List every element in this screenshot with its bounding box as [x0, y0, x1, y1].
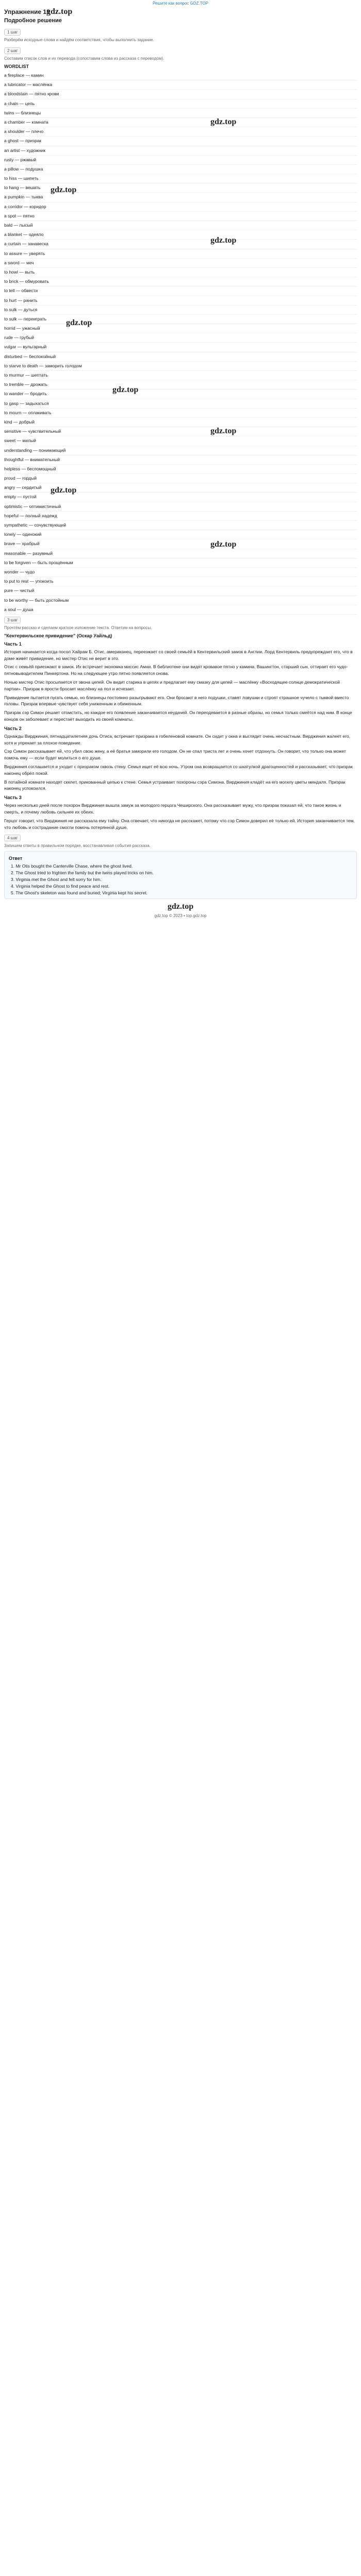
vocab-item: wonder — чудо: [4, 568, 357, 577]
vocab-item: understanding — понимающий: [4, 446, 357, 455]
step-badge: 2 шаг: [4, 47, 21, 54]
vocab-item: to be forgiven — быть прощённым: [4, 558, 357, 568]
watermark: gdz.top: [210, 117, 237, 126]
vocab-item: a shoulder — плечо: [4, 127, 357, 137]
vocab-item: to hurt — ранить: [4, 296, 357, 306]
vocab-heading: WORDLIST: [4, 64, 29, 69]
story-part-3: [4, 802, 357, 831]
story-paragraph: Однажды Вирджиния, пятнадцатилетняя дочь Отиса, встречает призрака в гобеленовой комнате. Он сидит у окна и выглядит очень несчастным. Вирджиния жалеет его, хотя и упрекает за плохое поведение.: [4, 733, 351, 745]
vocab-item: a curtain — занавеска: [4, 240, 357, 249]
step-note: Разберём исходные слова и найдём соответствия, чтобы выполнить задание.: [4, 38, 154, 42]
story-paragraph: Привидение пытается пугать семью, но близнецы постоянно разыгрывают его. Они бросают в него подушки, ставят ловушки и строят страшное чучело с тыквой вместо головы. Призрак впервые чувствует себя униженным и обиженным.: [4, 694, 349, 707]
story-paragraph: Через несколько дней после похорон Вирджиния вышла замуж за молодого герцога Чеширского. Она рассказывает мужу, что призрак показал ей, что такое жизнь и смерть, и почему любовь сильнее их обеих.: [4, 803, 341, 815]
answers-title: Ответ: [9, 856, 23, 861]
watermark: gdz.top: [112, 385, 139, 394]
vocab-item: rude — грубый: [4, 333, 357, 343]
step-badge: 4 шаг: [4, 835, 21, 841]
vocab-item: to be worthy — быть достойным: [4, 596, 357, 605]
vocab-item: a pumpkin — тыква: [4, 193, 357, 202]
vocab-item: rusty — ржавый: [4, 156, 357, 165]
story-part-1: [4, 649, 357, 723]
vocab-item: a fireplace — камин: [4, 71, 357, 80]
watermark: gdz.top: [210, 427, 237, 435]
vocab-item: a blanket — одеяло: [4, 230, 357, 240]
vocab-item: a bloodstain — пятно крови: [4, 90, 357, 99]
vocab-item: an artist — художник: [4, 146, 357, 156]
vocab-item: bald — лысый: [4, 221, 357, 230]
solution-title: Подробное решение: [4, 18, 62, 24]
vocab-item: to howl — выть: [4, 268, 357, 277]
vocab-list: [4, 71, 357, 615]
vocab-item: vulgar — вульгарный: [4, 343, 357, 352]
watermark: gdz.top: [210, 236, 237, 245]
vocab-item: to murmur — шептать: [4, 371, 357, 380]
part-label: Часть 1: [4, 641, 22, 647]
vocab-item: to starve to death — заморить голодом: [4, 362, 357, 371]
answer-item: 4. Virginia helped the Ghost to find peace and rest.: [11, 884, 110, 889]
vocab-item: twins — близнецы: [4, 109, 357, 118]
watermark: gdz.top: [210, 540, 237, 549]
step-note: Прочтём рассказ и сделаем краткое изложение текста. Ответим на вопросы.: [4, 625, 152, 630]
answers-box: [4, 851, 357, 899]
vocab-item: to tell — обвести: [4, 286, 357, 296]
vocab-item: lonely — одинокий: [4, 530, 357, 539]
vocab-item: horrid — ужасный: [4, 324, 357, 333]
watermark: gdz.top: [46, 7, 73, 16]
vocab-item: empty — пустой: [4, 493, 357, 502]
story-paragraph: Ночью мистер Отис просыпается от звона цепей. Он видит старика в цепях и предлагает ему смазку для цепей — маслёнку «Восходящее солнце демократической партии». Призрак в ярости бросает маслёнку на пол и исчезает.: [4, 680, 340, 691]
vocab-item: a lubricator — маслёнка: [4, 80, 357, 90]
vocab-item: to tremble — дрожать: [4, 380, 357, 389]
vocab-item: to wander — бродить: [4, 389, 357, 399]
vocab-item: to assure — уверять: [4, 249, 357, 259]
part-label: Часть 2: [4, 725, 22, 731]
vocab-item: a ghost — призрак: [4, 137, 357, 146]
vocab-item: a corridor — коридор: [4, 202, 357, 212]
top-link-bar: [4, 0, 357, 7]
step-note: Запишем ответы в правильном порядке, восстанавливая события рассказа.: [4, 843, 151, 849]
vocab-item: sweet — милый: [4, 436, 357, 446]
story-paragraph: Вирджиния соглашается и уходит с призраком сквозь стену. Семья ищет её всю ночь. Утром она возвращается со шкатулкой драгоценностей и рассказывает, что призрак наконец обрёл покой.: [4, 764, 353, 776]
vocab-item: to put to rest — упокоить: [4, 577, 357, 586]
vocab-item: a pillow — подушка: [4, 165, 357, 174]
vocab-item: to sulk — переиграть: [4, 315, 357, 324]
vocab-item: hopeful — полный надежд: [4, 512, 357, 521]
story-paragraph: В потайной комнате находят скелет, прикованный цепью к стене. Семья устраивает похороны сэра Симона. Вирджиния кладёт на его могилу цветы миндаля. Призрак наконец успокоился.: [4, 779, 346, 791]
vocab-item: to brick — обмуровать: [4, 277, 357, 286]
vocab-item: a spot — пятно: [4, 212, 357, 221]
vocab-item: a chain — цепь: [4, 99, 357, 109]
vocab-item: to hang — вешать: [4, 183, 357, 193]
vocab-item: optimistic — оптимистичный: [4, 502, 357, 512]
page: [0, 0, 361, 918]
vocab-item: a chamber — комната: [4, 118, 357, 127]
vocab-item: pure — чистый: [4, 586, 357, 596]
watermark: gdz.top: [51, 185, 77, 194]
story-part-2: [4, 733, 357, 792]
vocab-item: sensitive — чувствительный: [4, 427, 357, 436]
vocab-item: thoughtful — внимательный: [4, 455, 357, 465]
vocab-item: to sulk — дуться: [4, 306, 357, 315]
exercise-title: Упражнение 13: [4, 8, 50, 15]
watermark: gdz.top: [66, 318, 92, 327]
vocab-item: brave — храбрый: [4, 539, 357, 549]
story-paragraph: История начинается когда посол Хайрам Б. Отис, американец, переезжает со своей семьёй в Кентервильский замок в Англии. Лорд Кентервиль предупреждает его, что в доме живёт привидение, но мистер Отис не верит в это.: [4, 649, 353, 661]
vocab-item: to gasp — задыхаться: [4, 399, 357, 409]
step-badge: 3 шаг: [4, 617, 21, 623]
answer-item: 5. The Ghost's skeleton was found and buried; Virginia kept his secret.: [11, 890, 147, 896]
vocab-item: kind — добрый: [4, 418, 357, 427]
watermark: gdz.top: [51, 486, 77, 495]
story-paragraph: Сэр Симон рассказывает ей, что убил свою жену, а её братья заморили его голодом. Он не спал триста лет и очень хочет отдохнуть. Он говорит, что только она может помочь ему — если будет молиться о его душе.: [4, 749, 346, 761]
part-label: Часть 3: [4, 795, 22, 801]
vocab-item: to mourn — оплакивать: [4, 409, 357, 418]
vocab-item: a sword — меч: [4, 259, 357, 268]
vocab-item: disturbed — беспокойный: [4, 352, 357, 362]
vocab-item: reasonable — разумный: [4, 549, 357, 558]
vocab-item: a soul — душа: [4, 605, 357, 615]
footer: gdz.top © 2023 • top.gdz.top: [154, 913, 207, 919]
story-paragraph: Призрак сэр Симон решает отомстить, но каждое его появление заканчивается неудачей. Он переодевается в разные образы, но семья только смеётся над ним. В конце концов он заболевает и перестаёт выходить из своей комнаты.: [4, 710, 352, 722]
vocab-item: helpless — беспомощный: [4, 465, 357, 474]
step-note: Составим список слов и их перевода (сопоставим слова из рассказа с переводом).: [4, 56, 165, 61]
answer-item: 3. Virginia met the Ghost and felt sorry for him.: [11, 877, 102, 883]
story-title: "Кентервильское привидение" (Оскар Уайльд): [4, 633, 112, 638]
bottom-watermark: gdz.top: [167, 902, 194, 911]
step-badge: 1 шаг: [4, 29, 21, 36]
top-link[interactable]: Решите как вопрос GDZ.TOP: [153, 1, 208, 6]
vocab-item: angry — сердитый: [4, 483, 357, 493]
story-paragraph: Герцог говорит, что Вирджиния не рассказала ему тайну. Она отвечает, что никогда не расскажет, потому что сэр Симон доверил её только ей. История заканчивается тем, что любовь и сострадание смогли помочь потерянной душе.: [4, 818, 355, 830]
story-paragraph: Отис с семьёй приезжают в замок. Их встречает экономка миссис Амни. В библиотеке они видят кровавое пятно у камина. Вашингтон, старший сын, оттирает его чудо-пятновыводителем Пинкертона. Но на следующее утро пятно появляется снова.: [4, 664, 348, 676]
answers-list: [9, 863, 352, 896]
vocab-item: sympathetic — сочувствующий: [4, 521, 357, 530]
vocab-section: [4, 71, 357, 615]
answer-item: 1. Mr Otis bought the Canterville Chase, where the ghost lived.: [11, 863, 133, 869]
vocab-item: proud — гордый: [4, 474, 357, 483]
vocab-item: to hiss — шипеть: [4, 174, 357, 183]
answer-item: 2. The Ghost tried to frighten the family but the twins played tricks on him.: [11, 870, 154, 876]
